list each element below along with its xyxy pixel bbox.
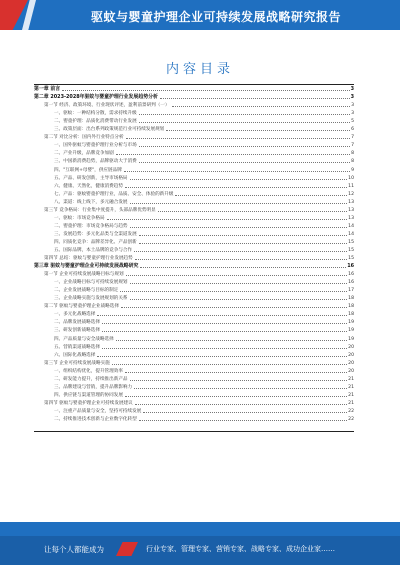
toc-leader-dots	[135, 404, 347, 405]
toc-leader-dots	[139, 235, 347, 236]
toc-entry-text: 第一节 企业可持续发展战略目标与规划	[44, 272, 124, 278]
toc-page-number: 15	[348, 247, 354, 253]
toc-entry[interactable]	[34, 237, 354, 245]
toc-leader-dots	[121, 307, 347, 308]
toc-entry[interactable]	[34, 309, 354, 317]
footer-slogan-left: 让每个人都能成为	[44, 545, 104, 554]
toc-leader-dots	[172, 106, 351, 107]
toc-page-number: 3	[351, 103, 354, 109]
toc-page-number: 7	[351, 135, 354, 141]
toc-leader-dots	[160, 98, 350, 99]
toc-entry[interactable]	[34, 156, 354, 164]
toc-leader-dots	[130, 203, 348, 204]
toc-leader-dots	[62, 90, 349, 91]
toc-page-number: 18	[348, 296, 354, 302]
toc-leader-dots	[134, 251, 347, 252]
toc-entry-text: 四、供应链与渠道管理的协同发展	[54, 392, 123, 398]
toc-page-number: 3	[350, 94, 354, 101]
toc-entry[interactable]	[34, 382, 354, 390]
toc-page-number: 3	[350, 86, 354, 93]
toc-entry[interactable]	[34, 398, 354, 406]
toc-entry[interactable]	[34, 342, 354, 350]
toc-entry-text: 二、婴童护理：品质化消费带动行业发展	[54, 119, 137, 125]
toc-entry-text: 八、渠道：线上线下，多元融合发展	[54, 199, 128, 205]
toc-page-number: 3	[351, 111, 354, 117]
toc-entry-text: 第四节 驱蚊与婴童护理企业可持续发展建议	[44, 400, 133, 406]
toc-entry-text: 第二章 2023-2028年驱蚊与婴童护理行业发展趋势分析	[34, 94, 158, 101]
toc-entry-text: 六、健康、天然化，健康消费趋势	[54, 183, 123, 189]
toc-entry[interactable]	[34, 366, 354, 374]
toc-entry[interactable]	[34, 173, 354, 181]
toc-page-number: 12	[348, 191, 354, 197]
toc-entry[interactable]	[34, 390, 354, 398]
toc-leader-dots	[140, 267, 346, 268]
toc-entry[interactable]	[34, 164, 354, 172]
toc-leader-dots	[97, 356, 347, 357]
toc-entry[interactable]	[34, 181, 354, 189]
toc-leader-dots	[130, 380, 348, 381]
toc-entry-text: 一、驱蚊：一种结构分散，需求持续升级	[54, 111, 137, 117]
toc-page-number: 14	[348, 223, 354, 229]
toc-leader-dots	[175, 195, 347, 196]
toc-page-number: 17	[348, 288, 354, 294]
toc-entry-text: 四、"互联网+母婴"，供应链品牌	[54, 167, 122, 173]
toc-page-number: 13	[348, 207, 354, 213]
toc-entry[interactable]	[34, 205, 354, 213]
toc-page-number: 18	[348, 304, 354, 310]
toc-entry[interactable]	[34, 116, 354, 124]
toc-entry-text: 三、品牌建设与营销，提升品牌影响力	[54, 384, 133, 390]
toc-page-number: 21	[348, 384, 354, 390]
toc-page-number: 6	[351, 127, 354, 133]
toc-entry[interactable]	[34, 277, 354, 285]
toc-leader-dots	[139, 122, 350, 123]
toc-leader-dots	[126, 275, 348, 276]
toc-leader-dots	[97, 315, 347, 316]
toc-entry-text: 第一章 前言	[34, 86, 61, 93]
toc-entry[interactable]	[34, 84, 354, 92]
toc-entry[interactable]	[34, 406, 354, 414]
toc-page-number: 8	[351, 159, 354, 165]
toc-entry-text: 一、多元化战略选择	[54, 312, 96, 318]
toc-leader-dots	[139, 114, 350, 115]
toc-entry[interactable]	[34, 100, 354, 108]
toc-entry-text: 六、国际化战略选择	[54, 352, 96, 358]
toc-page-number: 11	[348, 183, 354, 189]
toc-leader-dots	[139, 162, 350, 163]
toc-entry[interactable]	[34, 285, 354, 293]
toc-page-number: 21	[348, 392, 354, 398]
toc-entry[interactable]	[34, 213, 354, 221]
toc-page-number: 8	[351, 151, 354, 157]
toc-entry[interactable]	[34, 148, 354, 156]
toc-leader-dots	[139, 243, 347, 244]
toc-page-number: 13	[348, 199, 354, 205]
toc-entry-text: 五、营销渠道战略选择	[54, 344, 100, 350]
report-title: 驱蚊与婴童护理企业可持续发展战略研究报告	[90, 10, 341, 24]
toc-leader-dots	[158, 211, 347, 212]
toc-entry-text: 二、持续推进技术创新与企业数字化转型	[54, 416, 137, 422]
toc-page-number: 7	[351, 143, 354, 149]
toc-page-number: 21	[348, 376, 354, 382]
toc-entry[interactable]	[34, 261, 354, 269]
toc-leader-dots	[139, 420, 347, 421]
toc-entry-text: 二、产业升级，品牌竞争加剧	[54, 151, 114, 157]
toc-entry[interactable]	[34, 229, 354, 237]
toc-entry[interactable]	[34, 132, 354, 140]
toc-page-number: 15	[348, 256, 354, 262]
toc-entry[interactable]	[34, 358, 354, 366]
toc-leader-dots	[130, 283, 348, 284]
toc-entry[interactable]	[34, 414, 354, 422]
toc-entry[interactable]	[34, 333, 354, 341]
toc-leader-dots	[130, 299, 348, 300]
toc-entry[interactable]	[34, 221, 354, 229]
toc-leader-dots	[116, 340, 347, 341]
toc-page-number: 19	[348, 328, 354, 334]
toc-page-number: 22	[348, 416, 354, 422]
toc-entry[interactable]	[34, 374, 354, 382]
toc-entry-text: 七、产品：驱蚊婴童护理行业，品质、安全、体验的新升级	[54, 191, 174, 197]
toc-entry-text: 三、企业战略实施与发展规划的关系	[54, 296, 128, 302]
toc-page-number: 10	[348, 175, 354, 181]
toc-entry[interactable]	[34, 293, 354, 301]
toc-entry[interactable]	[34, 350, 354, 358]
toc-entry-text: 一、组织结构优化，提升管理效率	[54, 368, 123, 374]
toc-page-number: 19	[348, 320, 354, 326]
toc-entry[interactable]	[34, 253, 354, 261]
toc-page-number: 21	[348, 400, 354, 406]
toc-page-number: 16	[348, 272, 354, 278]
toc-leader-dots	[120, 291, 347, 292]
toc-entry-text: 第三节 竞争格局：行业集中度提升，头部品牌优势明显	[44, 207, 156, 213]
toc-leader-dots	[134, 388, 347, 389]
toc-entry-text: 一、注重产品质量与安全，坚持可持续发展	[54, 408, 142, 414]
toc-entry[interactable]	[34, 140, 354, 148]
toc-entry-text: 四、同质化竞争：品牌差异化、产品创新	[54, 239, 137, 245]
toc-entry[interactable]	[34, 189, 354, 197]
toc-page-number: 19	[348, 336, 354, 342]
toc-entry-text: 第三节 企业可持续发展战略实施	[44, 360, 110, 366]
toc-entry-text: 第四节 总结：驱蚊与婴童护理行业发展趋势	[44, 256, 133, 262]
toc-entry-text: 三、研发创新战略选择	[54, 328, 100, 334]
toc-page-number: 14	[348, 231, 354, 237]
toc-leader-dots	[102, 348, 347, 349]
toc-entry-text: 五、国际品牌，本土品牌的竞争与合作	[54, 247, 133, 253]
toc-page-number: 5	[351, 119, 354, 125]
toc-entry[interactable]	[34, 197, 354, 205]
toc-entry-text: 第三章 驱蚊与婴童护理企业可持续发展战略研究	[34, 263, 139, 270]
toc-entry[interactable]	[34, 92, 354, 100]
toc-entry[interactable]	[34, 325, 354, 333]
toc-leader-dots	[112, 364, 347, 365]
report-header-banner	[0, 0, 400, 30]
footer-slogan-right: 行业专家、管理专家、营销专家、战略专家、成功企业家……	[146, 545, 335, 553]
toc-entry-text: 二、婴童护理：市场竞争格局与趋势	[54, 223, 128, 229]
toc-leader-dots	[102, 323, 347, 324]
toc-leader-dots	[125, 187, 347, 188]
toc-page-number: 16	[348, 280, 354, 286]
toc-leader-dots	[130, 227, 348, 228]
toc-page-number: 16	[347, 263, 354, 270]
toc-entry[interactable]	[34, 108, 354, 116]
toc-leader-dots	[143, 412, 347, 413]
toc-entry-text: 一、国外驱蚊与婴童护理行业分析与市场	[54, 143, 137, 149]
toc-entry-text: 一、驱蚊：市场竞争格局	[54, 215, 105, 221]
toc-page-number: 18	[348, 312, 354, 318]
toc-entry-text: 二、研发能力提升，持续推出新产品	[54, 376, 128, 382]
toc-entry-text: 第二节 驱蚊与婴童护理企业战略选择	[44, 304, 119, 310]
toc-entry-text: 三、发展趋势：多元化品类与全渠道发展	[54, 231, 137, 237]
toc-leader-dots	[126, 138, 351, 139]
toc-leader-dots	[135, 259, 347, 260]
footer-banner	[0, 522, 400, 565]
toc-leader-dots	[139, 146, 350, 147]
toc-entry[interactable]	[34, 124, 354, 132]
toc-entry-text: 一、企业战略目标与可持续发展规划	[54, 280, 128, 286]
toc-leader-dots	[125, 372, 347, 373]
toc-entry-text: 五、产品、研发创新，主导市场格局	[54, 175, 128, 181]
toc-leader-dots	[125, 396, 347, 397]
toc-entry[interactable]	[34, 269, 354, 277]
toc-bottom-rule	[34, 431, 354, 432]
toc-page-number: 20	[348, 360, 354, 366]
toc-page-number: 13	[348, 215, 354, 221]
toc-entry-text: 四、产品质量与安全战略选择	[54, 336, 114, 342]
toc-page-number: 9	[351, 167, 354, 173]
toc-entry-text: 第一节 经济、政策环境、行业现状评述，盈利前景研判（一）	[44, 103, 170, 109]
toc-entry-text: 三、中国新消费趋势，品牌驱动大于消费	[54, 159, 137, 165]
toc-leader-dots	[130, 179, 348, 180]
toc-entry-text: 第二节 对比分析：国内外行业特点分析	[44, 135, 124, 141]
toc-page-number: 22	[348, 408, 354, 414]
toc-entry-text: 三、政策层面：出台系列政策规范行业可持续发展规划	[54, 127, 165, 133]
toc-leader-dots	[116, 154, 350, 155]
toc-leader-dots	[107, 219, 348, 220]
toc-heading: 内容目录	[165, 62, 234, 77]
toc-leader-dots	[102, 331, 347, 332]
toc-entry[interactable]	[34, 301, 354, 309]
toc-entry[interactable]	[34, 317, 354, 325]
toc-page-number: 20	[348, 344, 354, 350]
toc-leader-dots	[124, 171, 350, 172]
toc-entry-text: 二、企业发展战略与目标的制定	[54, 288, 119, 294]
toc-page-number: 20	[348, 352, 354, 358]
toc-leader-dots	[166, 130, 350, 131]
toc-page-number: 15	[348, 239, 354, 245]
toc-entry-text: 二、品牌发展战略选择	[54, 320, 100, 326]
toc-page-number: 20	[348, 368, 354, 374]
toc-entry[interactable]	[34, 245, 354, 253]
table-of-contents	[34, 84, 354, 422]
